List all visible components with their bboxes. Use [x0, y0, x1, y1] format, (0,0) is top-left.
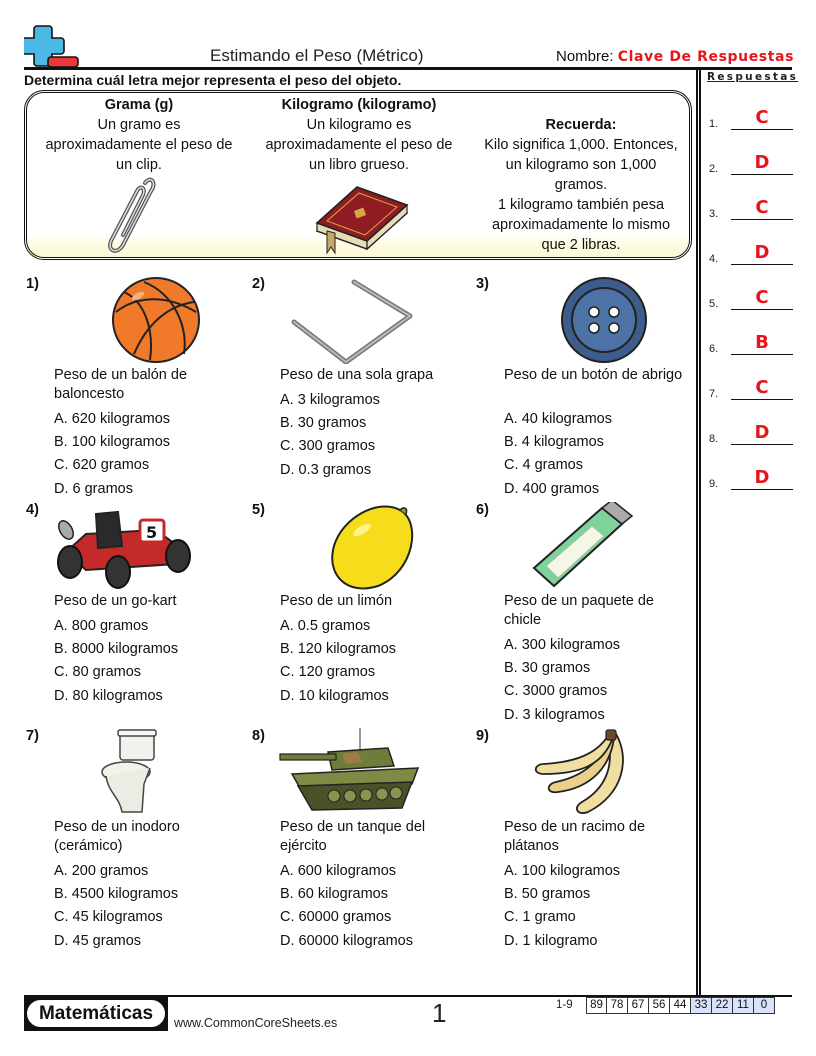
- answer-line: [731, 309, 793, 310]
- answer-row-8: [709, 417, 793, 447]
- answer-row-5: [709, 282, 793, 312]
- answer-row-7: [709, 372, 793, 402]
- option-a: A. 600 kilogramos: [280, 863, 397, 879]
- score-cell: 44: [670, 997, 691, 1014]
- question-number: 7): [26, 728, 39, 744]
- remember-line: gramos.: [554, 177, 608, 193]
- question-number: 1): [26, 276, 39, 292]
- remember-title: Recuerda:: [545, 117, 617, 133]
- logo-plus-minus-icon: [24, 24, 80, 68]
- option-c: C. 80 gramos: [54, 664, 142, 681]
- gram-line: aproximadamente el peso de: [45, 137, 233, 153]
- answer-row-4: [709, 237, 793, 267]
- option-b: B. 8000 kilogramos: [54, 641, 179, 658]
- staple-icon: [282, 276, 442, 364]
- option-b: B. 4500 kilogramos: [54, 886, 179, 903]
- coat-button-icon: [506, 276, 666, 364]
- banana-bunch-icon: [506, 728, 666, 816]
- options-list: [280, 389, 480, 482]
- answer-line: [731, 444, 793, 445]
- answer-line: [731, 399, 793, 400]
- option-c: C. 3000 gramos: [504, 683, 608, 700]
- score-range-label: 1-9: [556, 999, 573, 1011]
- gum-pack-icon: [506, 502, 666, 590]
- score-cell: 78: [607, 997, 628, 1014]
- option-b: B. 30 gramos: [504, 660, 591, 677]
- answer-line: [731, 264, 793, 265]
- answer-row-1: [709, 102, 793, 132]
- question-text: Peso de un go-kart: [54, 593, 177, 609]
- score-cell: 67: [628, 997, 649, 1014]
- toilet-icon: [56, 728, 216, 816]
- option-d: D. 10 kilogramos: [280, 687, 389, 704]
- gram-reference: [33, 95, 245, 175]
- answer-column-divider: [696, 67, 701, 995]
- question-text: Peso de un inodoro (cerámico): [54, 819, 180, 854]
- kilogram-reference: [253, 95, 465, 175]
- answer-value: D: [754, 152, 770, 173]
- option-c: C. 4 gramos: [504, 457, 583, 474]
- answer-number: 8.: [709, 433, 719, 445]
- score-cell: 0: [754, 997, 775, 1014]
- basketball-icon: [56, 276, 216, 364]
- answer-value: D: [754, 422, 770, 443]
- option-c: C. 1 gramo: [504, 909, 576, 926]
- site-url: www.CommonCoreSheets.es: [174, 1016, 338, 1030]
- option-b: B. 120 kilogramos: [280, 641, 397, 658]
- option-a: A. 40 kilogramos: [504, 411, 612, 427]
- answer-number: 6.: [709, 343, 719, 355]
- option-d: D. 60000 kilogramos: [280, 932, 413, 949]
- score-cell: 22: [712, 997, 733, 1014]
- score-table: [556, 997, 775, 1013]
- kilogram-title: Kilogramo (kilogramo): [281, 97, 437, 113]
- option-a: A. 800 gramos: [54, 618, 149, 634]
- name-label: Nombre:: [556, 48, 614, 65]
- question-number: 6): [476, 502, 489, 518]
- worksheet-title: Estimando el Peso (Métrico): [210, 46, 424, 65]
- score-cell: 56: [649, 997, 670, 1014]
- kilogram-line: un libro grueso.: [309, 157, 409, 173]
- page-number: 1: [432, 998, 447, 1028]
- options-list: [504, 634, 704, 727]
- question-text: Peso de un balón de baloncesto: [54, 367, 188, 402]
- option-a: A. 3 kilogramos: [280, 392, 380, 408]
- options-list: [54, 615, 254, 708]
- answer-value: C: [755, 197, 769, 218]
- army-tank-icon: [278, 728, 438, 816]
- dictionary-book-icon: [307, 173, 417, 262]
- answer-number: 3.: [709, 208, 719, 220]
- option-d: D. 1 kilogramo: [504, 932, 598, 949]
- option-b: B. 4 kilogramos: [504, 434, 604, 451]
- option-d: D. 3 kilogramos: [504, 706, 605, 723]
- question-number: 4): [26, 502, 39, 518]
- answer-line: [731, 174, 793, 175]
- question-text: Peso de un botón de abrigo: [504, 367, 683, 383]
- question-text: Peso de un limón: [280, 593, 393, 609]
- option-a: A. 620 kilogramos: [54, 411, 171, 427]
- options-list: [54, 860, 254, 953]
- remember-line: Kilo significa 1,000. Entonces,: [484, 137, 678, 153]
- answer-value: C: [755, 377, 769, 398]
- option-c: C. 60000 gramos: [280, 909, 392, 926]
- option-d: D. 80 kilogramos: [54, 687, 163, 704]
- option-b: B. 60 kilogramos: [280, 886, 388, 903]
- options-list: [280, 615, 480, 708]
- remember-note: [475, 115, 687, 255]
- answer-number: 2.: [709, 163, 719, 175]
- answer-value: C: [755, 107, 769, 128]
- option-c: C. 620 gramos: [54, 457, 150, 474]
- answer-number: 5.: [709, 298, 719, 310]
- option-a: A. 200 gramos: [54, 863, 149, 879]
- option-b: B. 50 gramos: [504, 886, 591, 903]
- answer-value: C: [755, 287, 769, 308]
- option-d: D. 0.3 gramos: [280, 461, 372, 478]
- score-cell: 11: [733, 997, 754, 1014]
- question-number: 2): [252, 276, 265, 292]
- answer-row-9: [709, 462, 793, 492]
- svg-text:5: 5: [146, 523, 158, 542]
- answer-row-6: [709, 327, 793, 357]
- score-cell: 89: [586, 997, 607, 1014]
- answer-value: D: [754, 242, 770, 263]
- answer-number: 1.: [709, 118, 719, 130]
- answer-line: [731, 129, 793, 130]
- answer-row-2: [709, 147, 793, 177]
- gram-title: Grama (g): [104, 97, 174, 113]
- answer-line: [731, 489, 793, 490]
- brand-label: Matemáticas: [27, 1000, 165, 1027]
- options-list: [280, 860, 480, 953]
- question-number: 8): [252, 728, 265, 744]
- option-d: D. 45 gramos: [54, 932, 142, 949]
- answer-number: 9.: [709, 478, 719, 490]
- name-field: [556, 48, 794, 65]
- question-text: Peso de un tanque del ejército: [280, 819, 426, 854]
- paperclip-icon: [107, 173, 157, 262]
- score-cell: 33: [691, 997, 712, 1014]
- answer-row-3: [709, 192, 793, 222]
- option-a: A. 300 kilogramos: [504, 637, 621, 653]
- answer-line: [731, 354, 793, 355]
- question-text: Peso de un paquete de chicle: [504, 593, 654, 628]
- question-number: 5): [252, 502, 265, 518]
- question-text: Peso de una sola grapa: [280, 367, 434, 383]
- gram-line: Un gramo es: [97, 117, 181, 133]
- option-c: C. 300 gramos: [280, 438, 376, 455]
- name-value: Clave De Respuestas: [617, 49, 795, 65]
- option-b: B. 100 kilogramos: [54, 434, 171, 451]
- question-number: 3): [476, 276, 489, 292]
- question-text: Peso de un racimo de plátanos: [504, 819, 646, 854]
- header-divider: [24, 67, 792, 70]
- instructions: Determina cuál letra mejor representa el peso del objeto.: [24, 72, 402, 88]
- kilogram-line: aproximadamente el peso de: [265, 137, 453, 153]
- options-list: [54, 408, 254, 501]
- reference-box: [24, 90, 692, 260]
- kilogram-line: Un kilogramo es: [306, 117, 412, 133]
- option-d: D. 6 gramos: [54, 480, 133, 497]
- answer-number: 7.: [709, 388, 719, 400]
- lemon-icon: [282, 502, 442, 590]
- remember-line: 1 kilogramo también pesa: [497, 197, 665, 213]
- answer-line: [731, 219, 793, 220]
- remember-line: que 2 libras.: [541, 237, 621, 253]
- remember-line: aproximadamente lo mismo: [491, 217, 671, 233]
- option-b: B. 30 gramos: [280, 415, 367, 432]
- brand-badge: [24, 997, 168, 1031]
- options-list: [504, 860, 704, 953]
- options-list: [504, 408, 704, 501]
- option-c: C. 120 gramos: [280, 664, 376, 681]
- answer-number: 4.: [709, 253, 719, 265]
- gram-line: un clip.: [116, 157, 162, 173]
- option-a: A. 0.5 gramos: [280, 618, 371, 634]
- go-kart-icon: [46, 502, 206, 590]
- option-a: A. 100 kilogramos: [504, 863, 621, 879]
- option-d: D. 400 gramos: [504, 480, 600, 497]
- option-c: C. 45 kilogramos: [54, 909, 163, 926]
- question-number: 9): [476, 728, 489, 744]
- answer-value: B: [755, 332, 769, 353]
- remember-line: un kilogramo son 1,000: [505, 157, 657, 173]
- answer-value: D: [754, 467, 770, 488]
- answers-heading: Respuestas: [707, 71, 799, 83]
